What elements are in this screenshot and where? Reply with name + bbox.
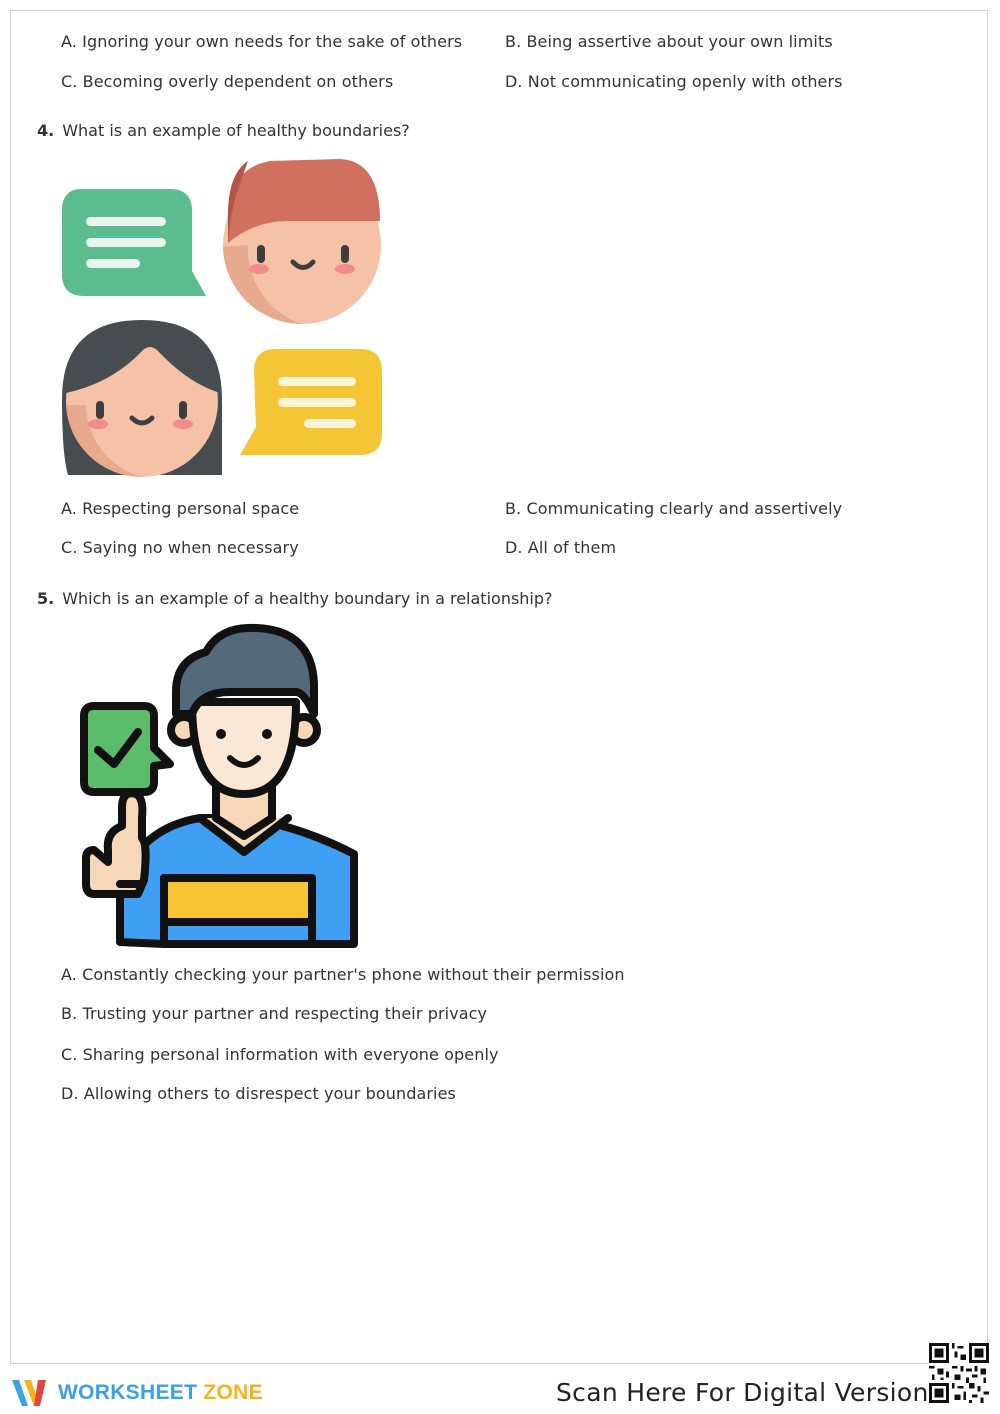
q3-option-d[interactable]: D. Not communicating openly with others	[505, 72, 843, 91]
woman-face-icon	[62, 320, 222, 477]
worksheetzone-logo[interactable]	[10, 1376, 263, 1410]
two-people-chat-illustration	[58, 155, 388, 485]
q3-option-b[interactable]: B. Being assertive about your own limits	[505, 32, 833, 51]
brand-part-1: WORKSHEET	[58, 1381, 198, 1404]
w-logo-icon	[10, 1376, 52, 1410]
qr-code-icon[interactable]	[929, 1343, 989, 1403]
q3-option-c[interactable]: C. Becoming overly dependent on others	[61, 72, 394, 91]
question-5	[37, 589, 553, 608]
q5-option-a[interactable]: A. Constantly checking your partner's phone without their permission	[61, 965, 625, 984]
question-4	[37, 121, 410, 140]
q3-option-a[interactable]: A. Ignoring your own needs for the sake of others	[61, 32, 463, 51]
q5-option-b[interactable]: B. Trusting your partner and respecting their privacy	[61, 1004, 488, 1023]
q4-option-d[interactable]: D. All of them	[505, 538, 617, 557]
green-chat-bubble-icon	[62, 189, 206, 296]
q4-option-b[interactable]: B. Communicating clearly and assertively	[505, 499, 843, 518]
q5-option-d[interactable]: D. Allowing others to disrespect your boundaries	[61, 1084, 456, 1103]
brand-name	[58, 1381, 263, 1405]
man-face-icon	[223, 159, 381, 324]
question-number: 4.	[37, 121, 55, 140]
question-text: What is an example of healthy boundaries?	[62, 121, 410, 140]
q5-option-c[interactable]: C. Sharing personal information with everyone openly	[61, 1045, 499, 1064]
question-text: Which is an example of a healthy boundary in a relationship?	[62, 589, 553, 608]
question-number: 5.	[37, 589, 55, 608]
man-thumbs-up-illustration	[80, 622, 370, 954]
q4-option-a[interactable]: A. Respecting personal space	[61, 499, 300, 518]
brand-part-2: ZONE	[203, 1381, 263, 1404]
yellow-chat-bubble-icon	[240, 349, 382, 455]
scan-instruction: Scan Here For Digital Version	[556, 1378, 929, 1407]
q4-option-c[interactable]: C. Saying no when necessary	[61, 538, 299, 557]
